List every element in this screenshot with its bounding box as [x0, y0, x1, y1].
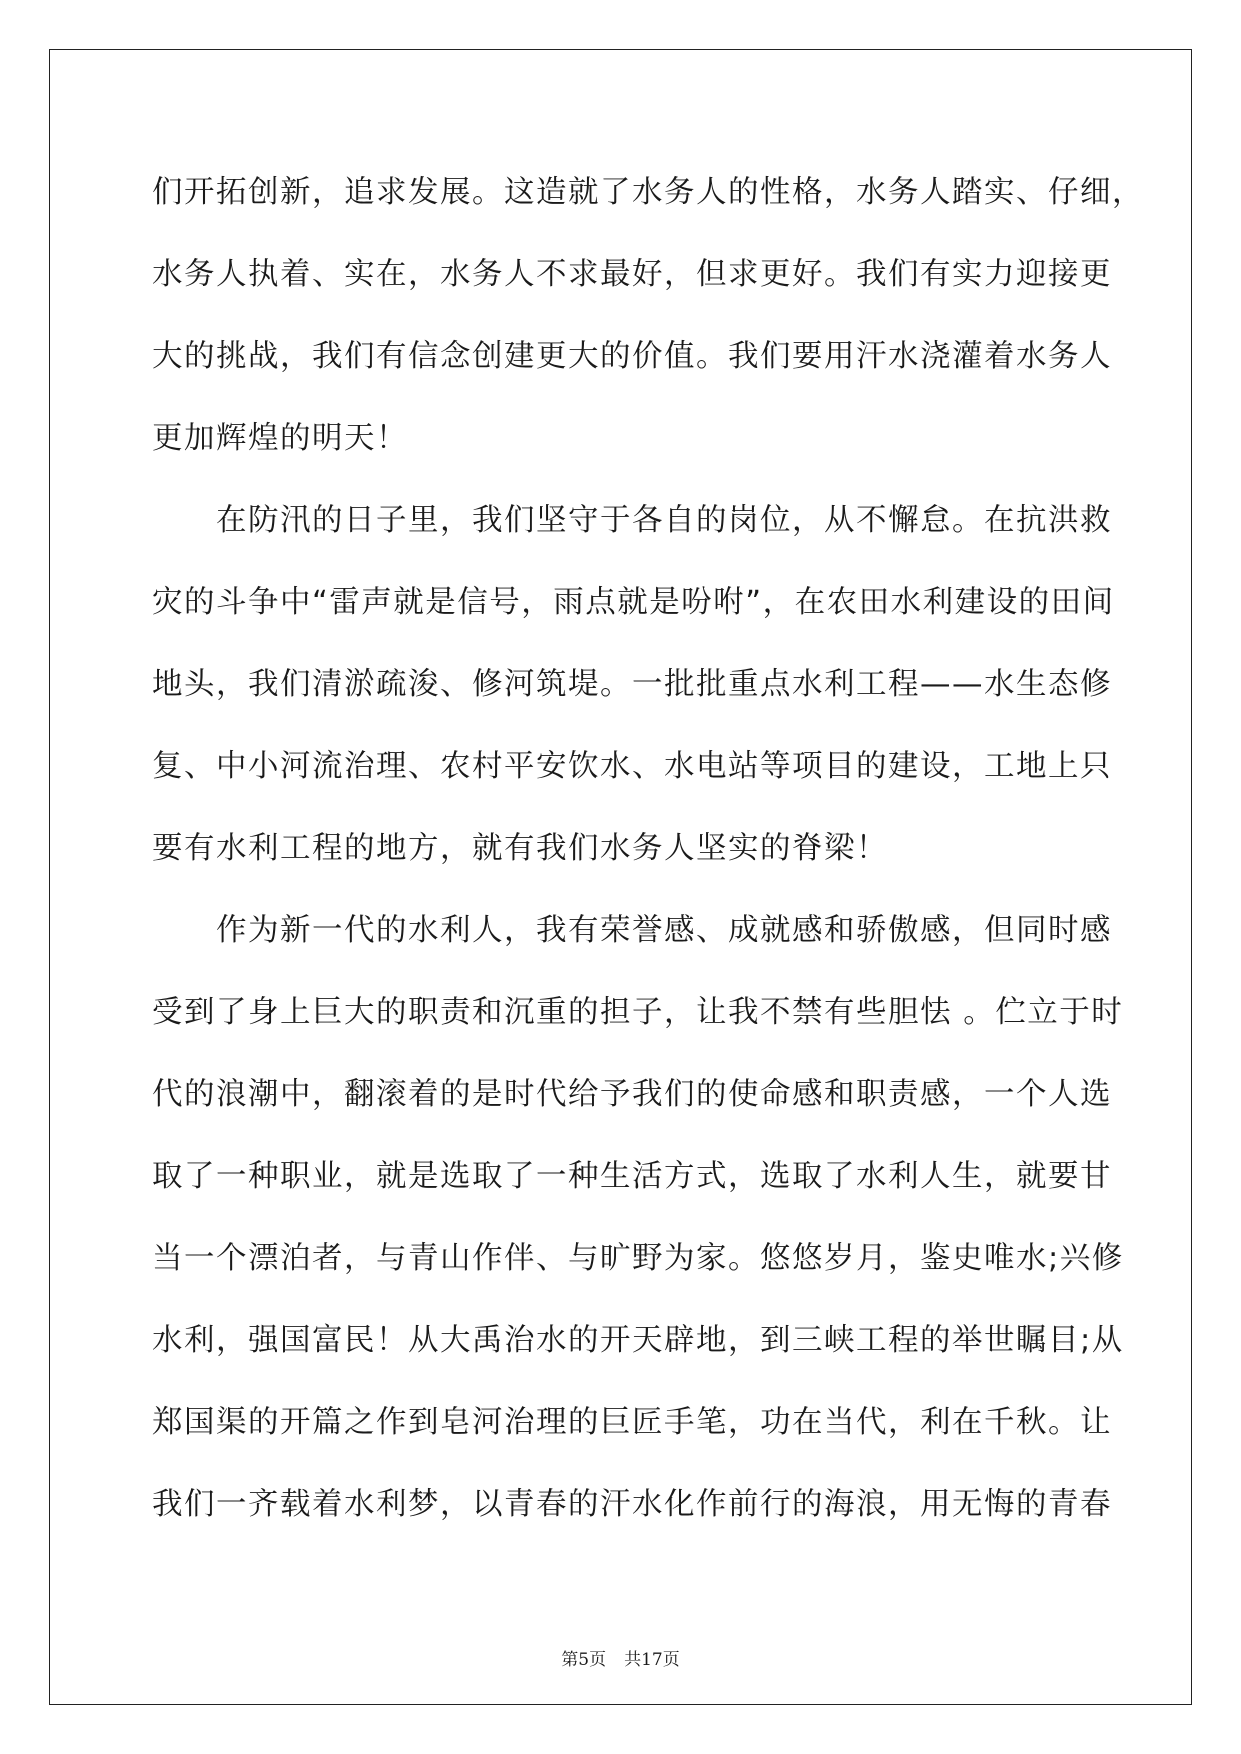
text-line: 水务人执着、实在，水务人不求最好，但求更好。我们有实力迎接更: [152, 257, 1112, 292]
text-line: 郑国渠的开篇之作到皂河治理的巨匠手笔，功在当代，利在千秋。让: [152, 1405, 1112, 1440]
text-line: 取了一种职业，就是选取了一种生活方式，选取了水利人生，就要甘: [152, 1159, 1112, 1194]
text-line: 水利，强国富民！从大禹治水的开天辟地，到三峡工程的举世瞩目;从: [152, 1323, 1124, 1358]
text-line: 作为新一代的水利人，我有荣誉感、成就感和骄傲感，但同时感: [152, 913, 1112, 948]
text-line: 在防汛的日子里，我们坚守于各自的岗位，从不懈怠。在抗洪救: [152, 503, 1112, 538]
document-body: [152, 152, 1144, 1546]
text-line: 灾的斗争中“雷声就是信号，雨点就是吩咐”，在农田水利建设的田间: [152, 585, 1115, 620]
text-line: 复、中小河流治理、农村平安饮水、水电站等项目的建设，工地上只: [152, 749, 1112, 784]
text-line: 当一个漂泊者，与青山作伴、与旷野为家。悠悠岁月，鉴史唯水;兴修: [152, 1241, 1124, 1276]
text-line: 大的挑战，我们有信念创建更大的价值。我们要用汗水浇灌着水务人: [152, 339, 1112, 374]
page-total: 共17页: [624, 1650, 680, 1670]
page-footer: [0, 1645, 1241, 1670]
text-line: 代的浪潮中，翻滚着的是时代给予我们的使命感和职责感，一个人选: [152, 1077, 1112, 1112]
text-line: 更加辉煌的明天！: [152, 421, 408, 456]
text-line: 我们一齐载着水利梦，以青春的汗水化作前行的海浪，用无悔的青春: [152, 1487, 1112, 1522]
text-line: 受到了身上巨大的职责和沉重的担子，让我不禁有些胆怯 。伫立于时: [152, 995, 1124, 1030]
text-line: 们开拓创新，追求发展。这造就了水务人的性格，水务人踏实、仔细，: [152, 175, 1144, 210]
text-line: 地头，我们清淤疏浚、修河筑堤。一批批重点水利工程——水生态修: [152, 667, 1112, 702]
text-line: 要有水利工程的地方，就有我们水务人坚实的脊梁！: [152, 831, 888, 866]
page-number: 第5页: [561, 1650, 607, 1670]
